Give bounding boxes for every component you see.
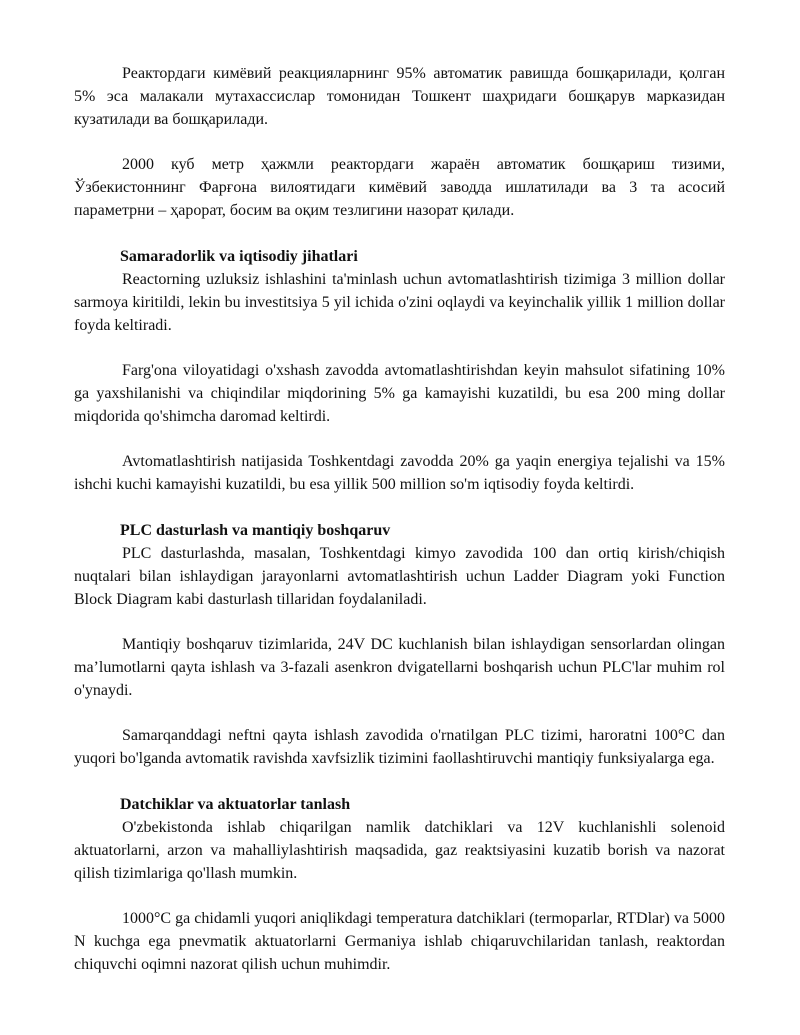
paragraph: Реактордаги кимёвий реакцияларнинг 95% автоматик равишда бошқарилади, қолган 5% эса малакали мутахассислар томонидан Тошкент шаҳридаги бошқарув марказидан кузатилади ва бошқарилади. (74, 65, 725, 128)
paragraph: 2000 куб метр ҳажмли реактордаги жараён автоматик бошқариш тизими, Ўзбекистоннинг Фарғона вилоятидаги кимёвий заводда ишлатилади ва 3 та асосий параметрни – ҳарорат, босим ва оқим тезлигини назорат қилади. (74, 156, 725, 219)
paragraph: Mantiqiy boshqaruv tizimlarida, 24V DC kuchlanish bilan ishlaydigan sensorlardan olingan ma’lumotlarni qayta ishlash va 3-fazali asenkron dvigatellarni boshqarish uchun PLC'lar muhim rol o'ynaydi. (74, 636, 725, 699)
section-plc (74, 519, 725, 770)
intro-block (74, 62, 725, 222)
section-heading: Samaradorlik va iqtisodiy jihatlari (120, 248, 358, 265)
paragraph: PLC dasturlashda, masalan, Toshkentdagi kimyo zavodida 100 dan ortiq kirish/chiqish nuqtalari bilan ishlaydigan jarayonlarni avtomatlashtirish uchun Ladder Diagram yoki Function Block Diagram kabi dasturlash tillaridan foydalaniladi. (74, 545, 725, 608)
paragraph: Avtomatlashtirish natijasida Toshkentdagi zavodda 20% ga yaqin energiya tejalishi va 15% ishchi kuchi kamayishi kuzatildi, bu esa yillik 500 million so'm iqtisodiy foyda keltirdi. (74, 453, 725, 493)
section-heading: Datchiklar va aktuatorlar tanlash (120, 796, 351, 813)
paragraph: Farg'ona viloyatidagi o'xshash zavodda avtomatlashtirishdan keyin mahsulot sifatining 10% ga yaxshilanishi va chiqindilar miqdorining 5% ga kamayishi kuzatildi, bu esa 200 ming dollar miqdorida qo'shimcha daromad keltirdi. (74, 362, 725, 425)
section-heading: PLC dasturlash va mantiqiy boshqaruv (120, 522, 391, 539)
paragraph: 1000°C ga chidamli yuqori aniqlikdagi temperatura datchiklari (termoparlar, RTDlar) va 5000 N kuchga ega pnevmatik aktuatorlarni Germaniya ishlab chiqaruvchilaridan tanlash, reaktordan chiquvchi oqimni nazorat qilish uchun muhimdir. (74, 910, 725, 973)
document-page (74, 62, 725, 976)
paragraph: Reactorning uzluksiz ishlashini ta'minlash uchun avtomatlashtirish tizimiga 3 million dollar sarmoya kiritildi, lekin bu investitsiya 5 yil ichida o'zini oqlaydi va keyinchalik yillik 1 million dollar foyda keltiradi. (74, 271, 725, 334)
section-efficiency (74, 245, 725, 496)
paragraph: O'zbekistonda ishlab chiqarilgan namlik datchiklari va 12V kuchlanishli solenoid aktuatorlarni, arzon va mahalliylashtirish maqsadida, gaz reaktsiyasini kuzatib borish va nazorat qilish tizimlariga qo'llash mumkin. (74, 819, 725, 882)
paragraph: Samarqanddagi neftni qayta ishlash zavodida o'rnatilgan PLC tizimi, haroratni 100°C dan yuqori bo'lganda avtomatik ravishda xavfsizlik tizimini faollashtiruvchi mantiqiy funksiyalarga ega. (74, 727, 725, 767)
section-sensors (74, 793, 725, 976)
